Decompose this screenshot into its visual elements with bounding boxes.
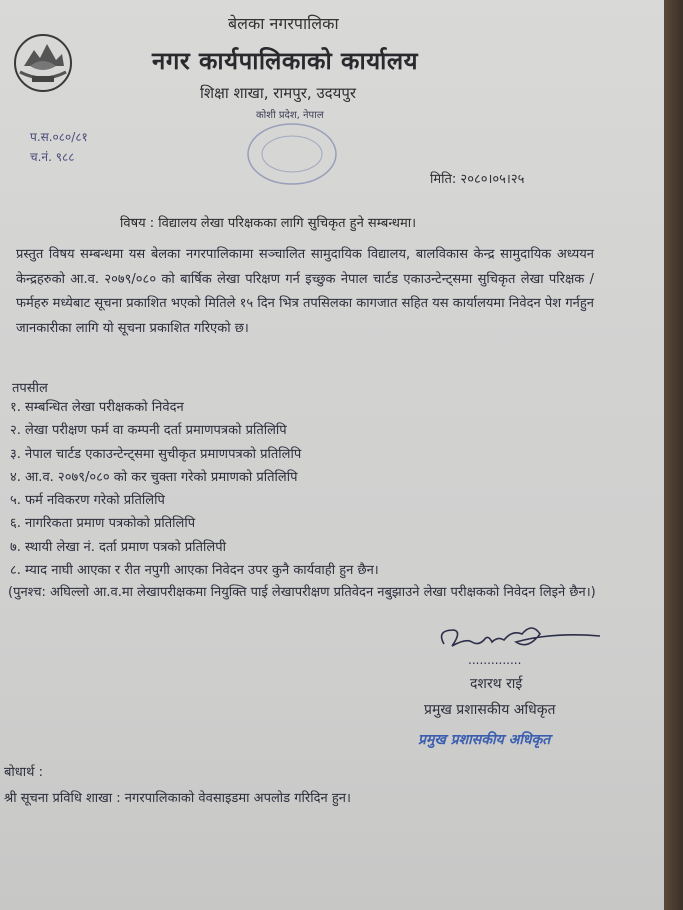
signatory-title: प्रमुख प्रशासकीय अधिकृत [424,702,556,718]
handwritten-signature [432,612,612,672]
office-title: नगर कार्यपालिकाको कार्यालय [152,47,419,75]
list-item: ४. आ.व. २०७९/०८० को कर चुक्ता गरेको प्रमाणको प्रतिलिपि [10,469,298,485]
letter-reference-number: प.स.०८०/८१ [30,130,88,144]
cc-recipient: श्री सूचना प्रविधि शाखा : नगरपालिकाको वेवसाइडमा अपलोड गरिदिन हुन। [4,791,351,806]
nepal-emblem-logo [12,32,74,94]
list-item: ६. नागरिकता प्रमाण पत्रकोको प्रतिलिपि [10,516,196,532]
letter-date: मिति: २०८०।०५।२५ [430,172,525,187]
designation-stamp: प्रमुख प्रशासकीय अधिकृत [418,732,551,748]
list-item: २. लेखा परीक्षण फर्म वा कम्पनी दर्ता प्रमाणपत्रको प्रतिलिपि [10,423,287,439]
dispatch-number: च.नं. ९८८ [30,150,75,164]
notice-body: प्रस्तुत विषय सम्बन्धमा यस बेलका नगरपालिकामा सञ्चालित सामुदायिक विद्यालय, बालविकास केन्द्र सामुदायिक अध्ययन केन्द्रहरुको आ.व. २०७९/०८० को बार्षिक लेखा परिक्षण गर्न इच्छुक नेपाल चार्टड एकाउन्टेन्ट्समा सुचिकृत लेखा परिक्षक / फर्महरु मध्येबाट सूचना प्रकाशित भएको मितिले १५ दिन भित्र तपसिलका कागजात सहित यस कार्यालयमा निवेदन पेश गर्नहुन जानकारीका लागि यो सूचना प्रकाशित गरिएको छ। [16,247,594,336]
list-item: ५. फर्म नविकरण गरेको प्रतिलिपि [10,493,165,509]
details-heading: तपसील [12,381,48,396]
province-line: कोशी प्रदेश, नेपाल [256,110,324,121]
branch-address: शिक्षा शाखा, रामपुर, उदयपुर [200,84,356,102]
municipality-name: बेलका नगरपालिका [228,14,339,33]
svg-text:..............: .............. [468,653,522,667]
table-edge [664,0,683,910]
postscript-note: (पुनश्च: अघिल्लो आ.व.मा लेखापरीक्षकमा नियुक्ति पाई लेखापरीक्षण प्रतिवेदन नबुझाउने लेखा परीक्षकको निवेदन लिइने छैन।) [8,585,596,600]
signatory-name: दशरथ राई [470,676,523,692]
list-item: १. सम्बन्धित लेखा परीक्षकको निवेदन [10,400,184,415]
list-item: ७. स्थायी लेखा नं. दर्ता प्रमाण पत्रको प्रतिलिपी [10,539,226,555]
cc-label: बोधार्थ : [4,765,43,780]
office-stamp [240,112,360,192]
subject-line: विषय : विद्यालय लेखा परिक्षकका लागि सुचिकृत हुने सम्बन्धमा। [120,216,417,231]
list-item: ८. म्याद नाघी आएका र रीत नपुगी आएका निवेदन उपर कुनै कार्यवाही हुन छैन। [10,563,379,579]
list-item: ३. नेपाल चार्टड एकाउन्टेन्ट्समा सुचीकृत प्रमाणपत्रको प्रतिलिपि [10,446,302,462]
required-documents-list [10,396,379,582]
